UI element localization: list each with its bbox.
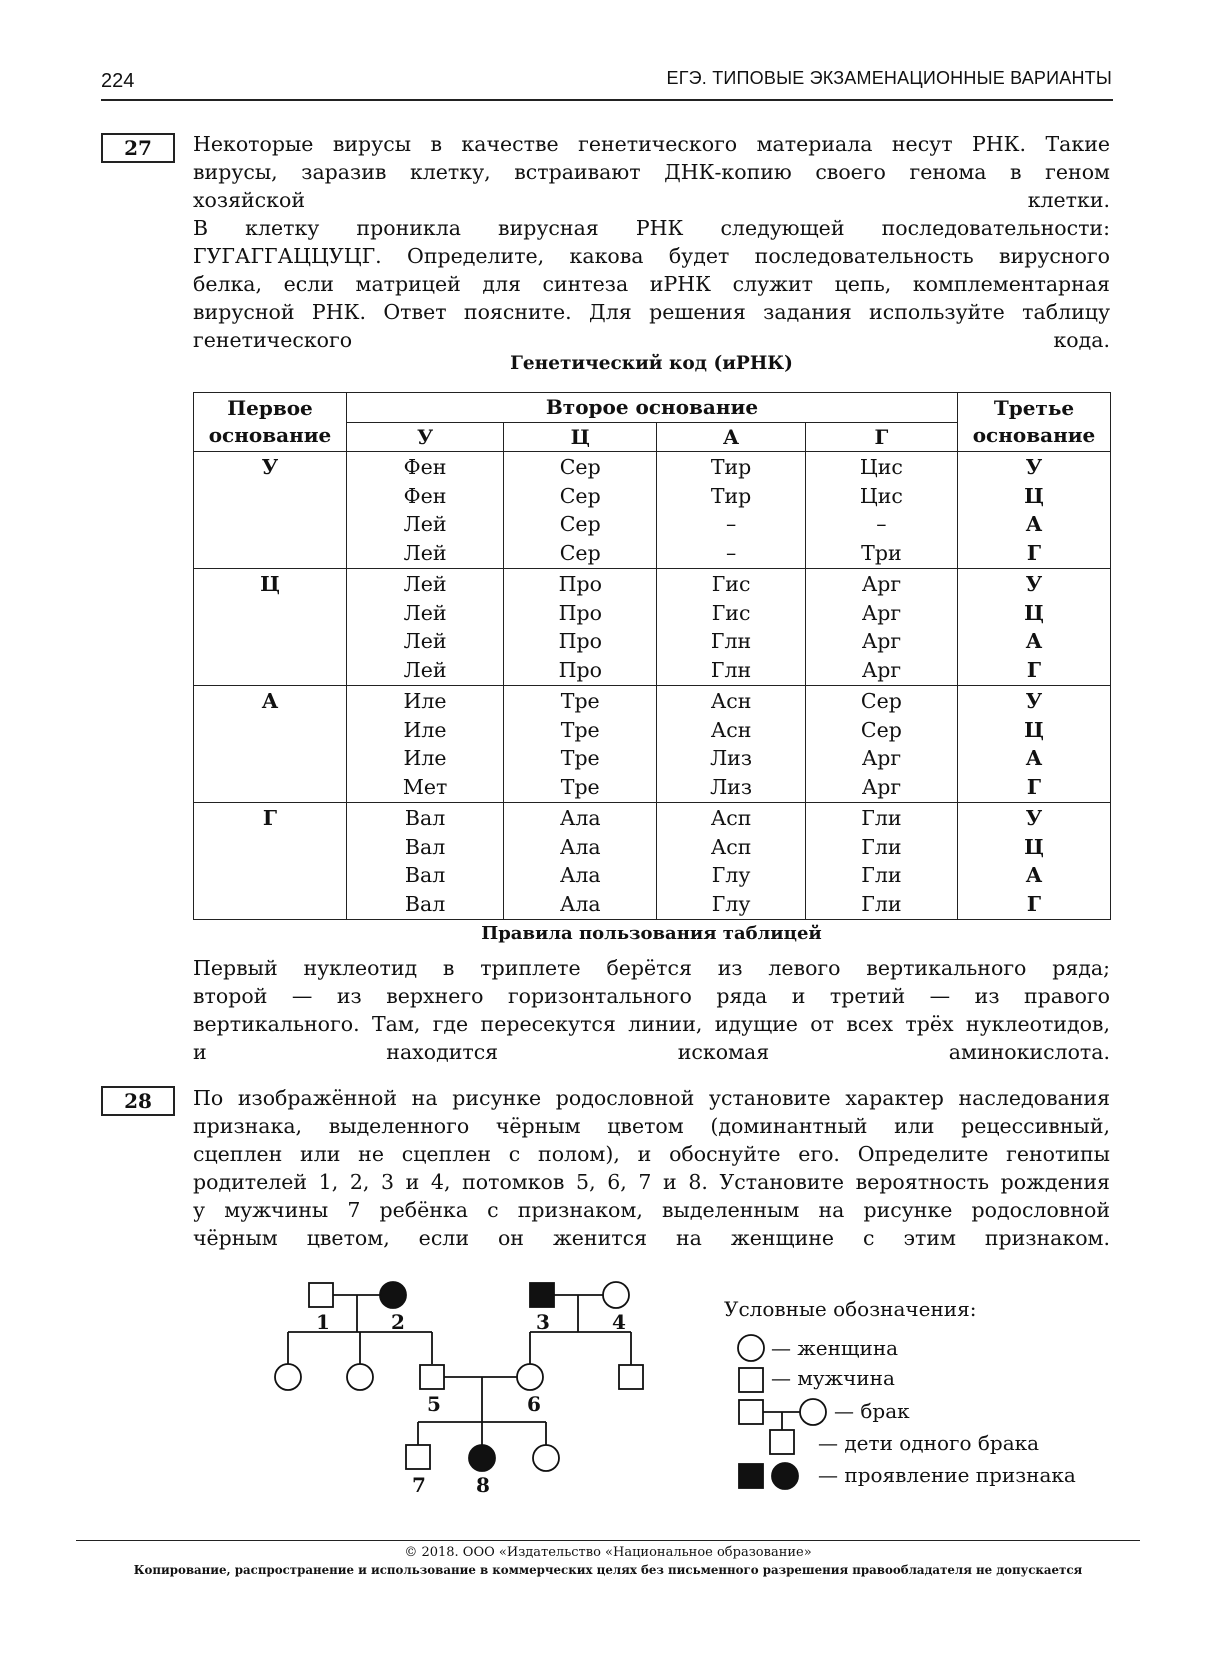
amino-acid: – — [725, 512, 737, 536]
text-line: чёрным цветом, если он женится на женщине с этим признаком. — [193, 1226, 1110, 1250]
legend-marriage-female — [800, 1399, 826, 1425]
amino-acid: Вал — [404, 891, 446, 916]
second-base-a: А — [657, 423, 805, 452]
child-female-of-5-6 — [533, 1445, 559, 1471]
amino-acid: Гис — [711, 600, 751, 625]
third-base: Г — [1026, 657, 1042, 682]
amino-acid: Гли — [861, 863, 902, 887]
child-male-of-3-4 — [619, 1365, 643, 1389]
label-3: 3 — [536, 1310, 550, 1334]
third-base: Г — [1026, 891, 1042, 916]
amino-acid: Вал — [404, 863, 446, 887]
third-base: У — [1025, 689, 1043, 713]
legend-trait-label: — проявление признака — [818, 1463, 1076, 1487]
third-base: А — [1025, 512, 1043, 536]
label-1: 1 — [316, 1310, 330, 1334]
amino-acid: Сер — [860, 689, 902, 713]
amino-acid: Вал — [404, 806, 446, 830]
footer-copyright: © 2018. ООО «Издательство «Национальное образование» — [404, 1545, 812, 1560]
amino-acid: Арг — [861, 746, 902, 770]
amino-acid: Ала — [559, 863, 601, 887]
amino-acid: Глу — [711, 891, 751, 916]
text-line: родителей 1, 2, 3 и 4, потомков 5, 6, 7 и 8. Установите вероятность рождения — [193, 1170, 1110, 1194]
text-line: сцеплен или не сцеплен с полом), и обоснуйте его. Определите генотипы — [193, 1142, 1110, 1166]
first-base-cell: Ц — [194, 569, 347, 686]
text-line: ГУГАГГАЦЦУЦГ. Определите, какова будет последовательность вирусного — [193, 244, 1110, 268]
task-number-28: 28 — [101, 1086, 175, 1116]
text-line: белка, если матрицей для синтеза иРНК служит цепь, комплементарная — [193, 272, 1110, 296]
amino-acid: Лиз — [710, 746, 753, 770]
third-base: Ц — [1024, 717, 1044, 742]
second-base-u: У — [347, 423, 504, 452]
amino-acid: Иле — [403, 746, 447, 770]
text-line: хозяйской клетки. — [193, 188, 1110, 212]
child-female-1 — [275, 1364, 301, 1390]
footer-divider — [76, 1540, 1140, 1541]
amino-acid: Глн — [710, 657, 752, 682]
third-base: У — [1025, 455, 1043, 479]
amino-acid: Про — [558, 629, 602, 653]
page-number: 224 — [101, 70, 135, 92]
legend-female-label: — женщина — [771, 1336, 899, 1360]
person-8-female-affected — [469, 1445, 495, 1471]
amino-acid: Сер — [559, 455, 601, 479]
second-base-c: Ц — [504, 423, 657, 452]
amino-acid: Цис — [859, 455, 903, 479]
amino-acid: Лей — [403, 629, 447, 653]
third-base: У — [1025, 572, 1043, 596]
amino-acid: Сер — [559, 483, 601, 508]
text-line: вирусы, заразив клетку, встраивают ДНК-копию своего генома в геном — [193, 160, 1110, 184]
amino-acid: Мет — [402, 774, 448, 799]
legend-child-symbol — [770, 1430, 794, 1454]
amino-acid: Ала — [559, 834, 601, 859]
text-line: По изображённой на рисунке родословной установите характер наследования — [193, 1086, 1110, 1110]
text-line: признака, выделенного чёрным цветом (доминантный или рецессивный, — [193, 1114, 1110, 1138]
text-line: у мужчины 7 ребёнка с признаком, выделенным на рисунке родословной — [193, 1198, 1110, 1222]
amino-acid: – — [725, 540, 737, 565]
task-number-27: 27 — [101, 133, 175, 163]
text-line: и находится искомая аминокислота. — [193, 1040, 1110, 1064]
text-line: Некоторые вирусы в качестве генетического материала несут РНК. Такие — [193, 132, 1110, 156]
label-6: 6 — [527, 1392, 541, 1416]
legend-children-label: — дети одного брака — [818, 1431, 1040, 1455]
amino-acid: Про — [558, 657, 602, 682]
legend-affected-male — [739, 1464, 763, 1488]
legend-title: Условные обозначения: — [724, 1297, 977, 1321]
footer-notice: Копирование, распространение и использование в коммерческих целях без письменного разрешения правообладателя не допускается — [133, 1563, 1083, 1577]
amino-acid: – — [876, 512, 887, 536]
amino-acid: Сер — [559, 512, 601, 536]
amino-acid: Ала — [559, 891, 601, 916]
amino-acid: Арг — [861, 774, 902, 799]
third-base: Ц — [1024, 600, 1044, 625]
amino-acid: Тре — [560, 717, 600, 742]
text-line: вирусной РНК. Ответ поясните. Для решения задания используйте таблицу — [193, 300, 1110, 324]
text-line: В клетку проникла вирусная РНК следующей последовательности: — [193, 216, 1110, 240]
amino-acid: Тир — [710, 455, 752, 479]
first-base-cell: Г — [194, 803, 347, 920]
label-4: 4 — [612, 1310, 626, 1334]
amino-acid: Тре — [560, 746, 600, 770]
amino-acid: Глн — [710, 629, 752, 653]
amino-acid: Глу — [711, 863, 751, 887]
legend-marriage-label: — брак — [834, 1399, 910, 1423]
amino-acid: Арг — [861, 572, 902, 596]
amino-acid: Асн — [710, 717, 752, 742]
amino-acid: Асн — [710, 689, 752, 713]
third-base: А — [1025, 863, 1043, 887]
label-5: 5 — [427, 1392, 441, 1416]
text-line: второй — из верхнего горизонтального ряда и третий — из правого — [193, 984, 1110, 1008]
amino-acid: Фен — [403, 483, 447, 508]
amino-acid: Гли — [861, 834, 902, 859]
text-line: генетического кода. — [193, 328, 1110, 352]
third-base: Г — [1026, 540, 1042, 565]
amino-acid: Тир — [710, 483, 752, 508]
text-line: Первый нуклеотид в триплете берётся из левого вертикального ряда; — [193, 956, 1110, 980]
amino-acid: Гис — [711, 572, 751, 596]
amino-acid: Асп — [710, 834, 752, 859]
person-3-male-affected — [530, 1283, 554, 1307]
second-base-g: Г — [805, 423, 957, 452]
amino-acid: Цис — [859, 483, 903, 508]
amino-acid: Сер — [860, 717, 902, 742]
amino-acid: Гли — [861, 891, 902, 916]
amino-acid: Лей — [403, 572, 447, 596]
table-title: Генетический код (иРНК) — [510, 353, 793, 374]
amino-acid: Про — [558, 572, 602, 596]
amino-acid: Арг — [861, 629, 902, 653]
label-2: 2 — [391, 1310, 405, 1334]
legend-male-symbol — [739, 1368, 763, 1392]
amino-acid: Лей — [403, 540, 447, 565]
amino-acid: Три — [861, 540, 902, 565]
text-line: вертикального. Там, где пересекутся линии, идущие от всех трёх нуклеотидов, — [193, 1012, 1110, 1036]
label-8: 8 — [476, 1473, 490, 1497]
child-female-2 — [347, 1364, 373, 1390]
rules-title: Правила пользования таблицей — [481, 923, 822, 944]
amino-acid: Гли — [861, 806, 902, 830]
amino-acid: Лей — [403, 600, 447, 625]
header-first-base: Первое основание — [194, 393, 347, 452]
amino-acid: Про — [558, 600, 602, 625]
amino-acid: Асп — [710, 806, 752, 830]
amino-acid: Лей — [403, 512, 447, 536]
third-base: А — [1025, 629, 1043, 653]
amino-acid: Арг — [861, 657, 902, 682]
amino-acid: Иле — [403, 689, 447, 713]
legend-male-label: — мужчина — [771, 1366, 895, 1390]
person-4-female — [603, 1282, 629, 1308]
person-7-male — [406, 1445, 430, 1469]
header-third-base: Третье основание — [958, 393, 1111, 452]
first-base-cell: У — [194, 452, 347, 569]
person-5-male — [420, 1365, 444, 1389]
header-second-base: Второе основание — [347, 393, 958, 423]
label-7: 7 — [412, 1473, 426, 1497]
third-base: У — [1025, 806, 1043, 830]
third-base: Ц — [1024, 834, 1044, 859]
third-base: А — [1025, 746, 1043, 770]
amino-acid: Лей — [403, 657, 447, 682]
first-base-cell: А — [194, 686, 347, 803]
amino-acid: Фен — [403, 455, 447, 479]
running-title: ЕГЭ. ТИПОВЫЕ ЭКЗАМЕНАЦИОННЫЕ ВАРИАНТЫ — [666, 68, 1112, 88]
legend-female-symbol — [738, 1335, 764, 1361]
amino-acid: Лиз — [710, 774, 753, 799]
amino-acid: Арг — [861, 600, 902, 625]
amino-acid: Ала — [559, 806, 601, 830]
third-base: Г — [1026, 774, 1042, 799]
person-1-male — [309, 1283, 333, 1307]
legend-affected-female — [772, 1463, 798, 1489]
person-6-female — [517, 1364, 543, 1390]
amino-acid: Тре — [560, 689, 600, 713]
person-2-female-affected — [380, 1282, 406, 1308]
amino-acid: Тре — [560, 774, 600, 799]
amino-acid: Иле — [403, 717, 447, 742]
amino-acid: Вал — [404, 834, 446, 859]
third-base: Ц — [1024, 483, 1044, 508]
legend-marriage-male — [739, 1400, 763, 1424]
amino-acid: Сер — [559, 540, 601, 565]
